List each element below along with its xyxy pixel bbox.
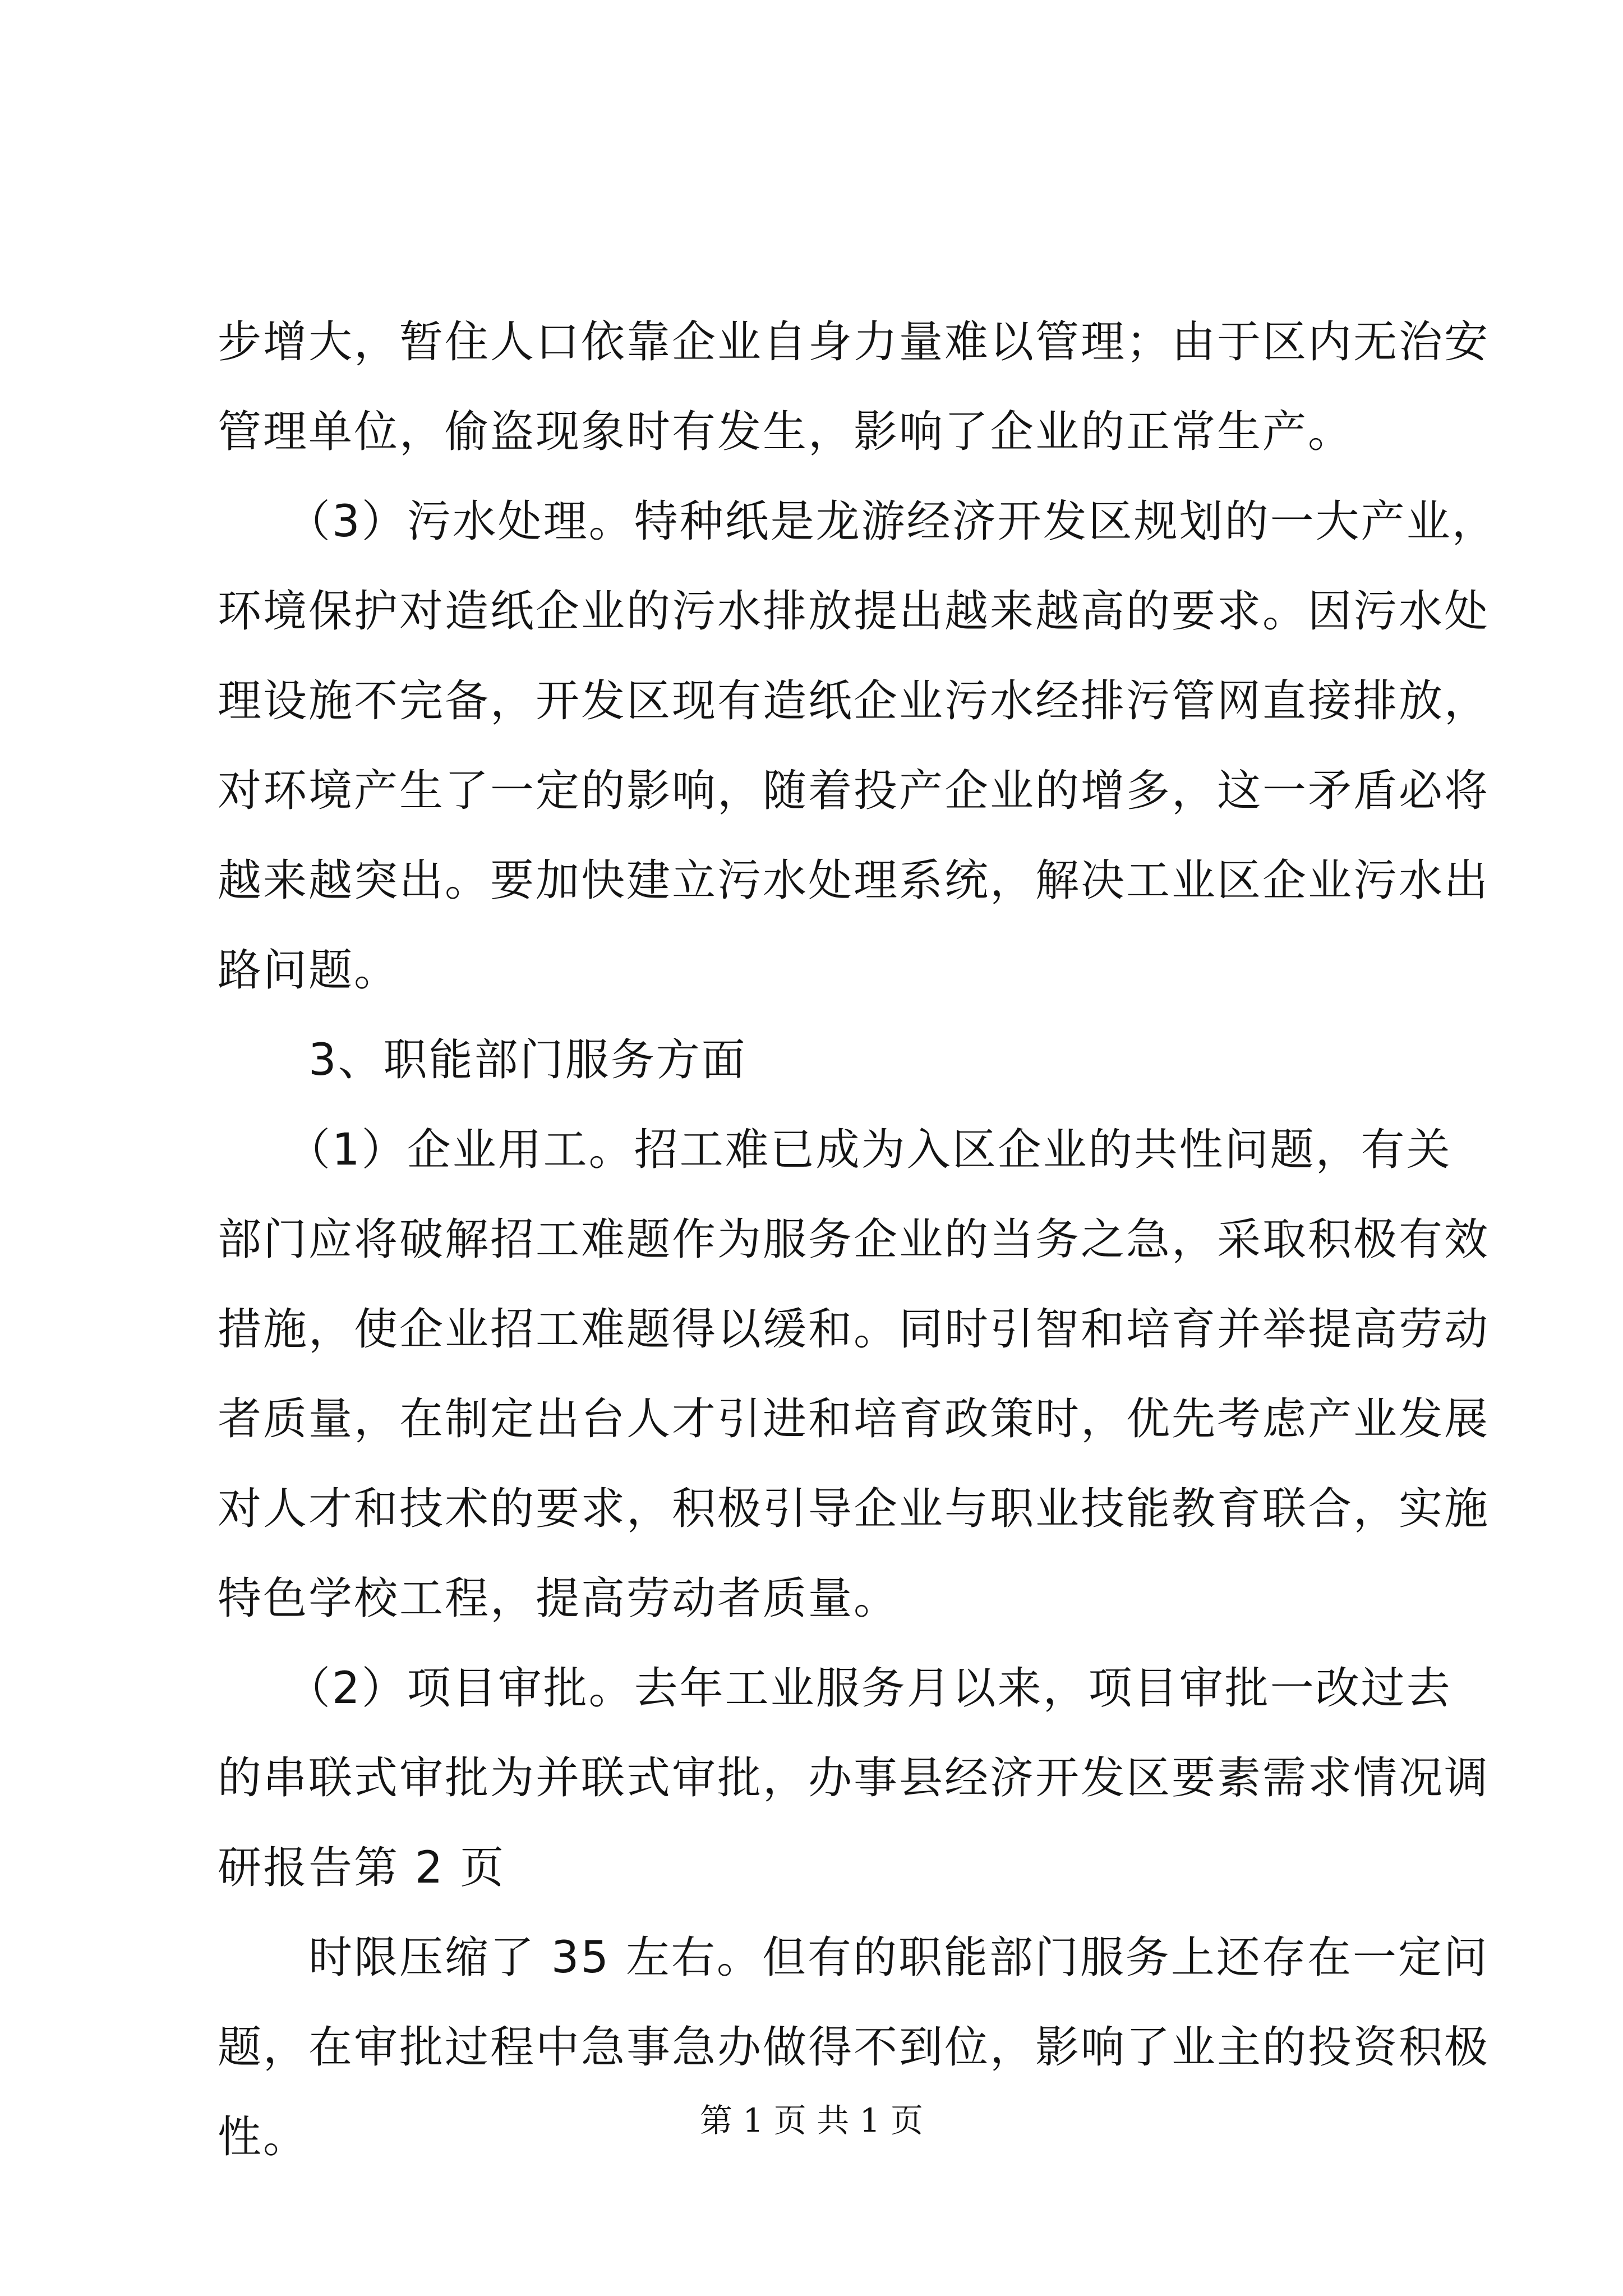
text-line: 对人才和技术的要求，积极引导企业与职业技能教育联合，实施 — [218, 1484, 1490, 1534]
text-line: 研报告第 2 页 — [218, 1843, 506, 1893]
text-line: 理设施不完备，开发区现有造纸企业污水经排污管网直接排放， — [218, 676, 1490, 726]
text-line: 的串联式审批为并联式审批，办事县经济开发区要素需求情况调 — [218, 1753, 1490, 1803]
text-line: 者质量，在制定出台人才引进和培育政策时，优先考虑产业发展 — [218, 1394, 1490, 1444]
text-line: 环境保护对造纸企业的污水排放提出越来越高的要求。因污水处 — [218, 586, 1490, 637]
text-line: 措施，使企业招工难题得以缓和。同时引智和培育并举提高劳动 — [218, 1304, 1490, 1355]
text-line: （3）污水处理。特种纸是龙游经济开发区规划的一大产业， — [218, 496, 1497, 547]
text-line: 题，在审批过程中急事急办做得不到位，影响了业主的投资积极 — [218, 2022, 1490, 2073]
text-line: 路问题。 — [218, 945, 400, 996]
page-number: 第 1 页 共 1 页 — [700, 2101, 923, 2139]
text-line: 部门应将破解招工难题作为服务企业的当务之急，采取积极有效 — [218, 1214, 1490, 1265]
text-line: 管理单位，偷盗现象时有发生，影响了企业的正常生产。 — [218, 407, 1354, 457]
text-line: （1）企业用工。招工难已成为入区企业的共性问题，有关 — [218, 1125, 1452, 1175]
text-line: 步增大，暂住人口依靠企业自身力量难以管理；由于区内无治安 — [218, 317, 1490, 367]
section-heading: 3、职能部门服务方面 — [218, 1035, 747, 1085]
page-footer — [0, 2098, 1623, 2143]
document-body — [218, 297, 1497, 2182]
text-line: 时限压缩了 35 左右。但有的职能部门服务上还存在一定问 — [218, 1932, 1489, 1983]
text-line: （2）项目审批。去年工业服务月以来，项目审批一改过去 — [218, 1663, 1452, 1714]
text-line: 特色学校工程，提高劳动者质量。 — [218, 1573, 900, 1624]
text-line: 越来越突出。要加快建立污水处理系统，解决工业区企业污水出 — [218, 855, 1490, 906]
text-line: 性。 — [218, 2112, 309, 2162]
text-line: 对环境产生了一定的影响，随着投产企业的增多，这一矛盾必将 — [218, 766, 1490, 816]
